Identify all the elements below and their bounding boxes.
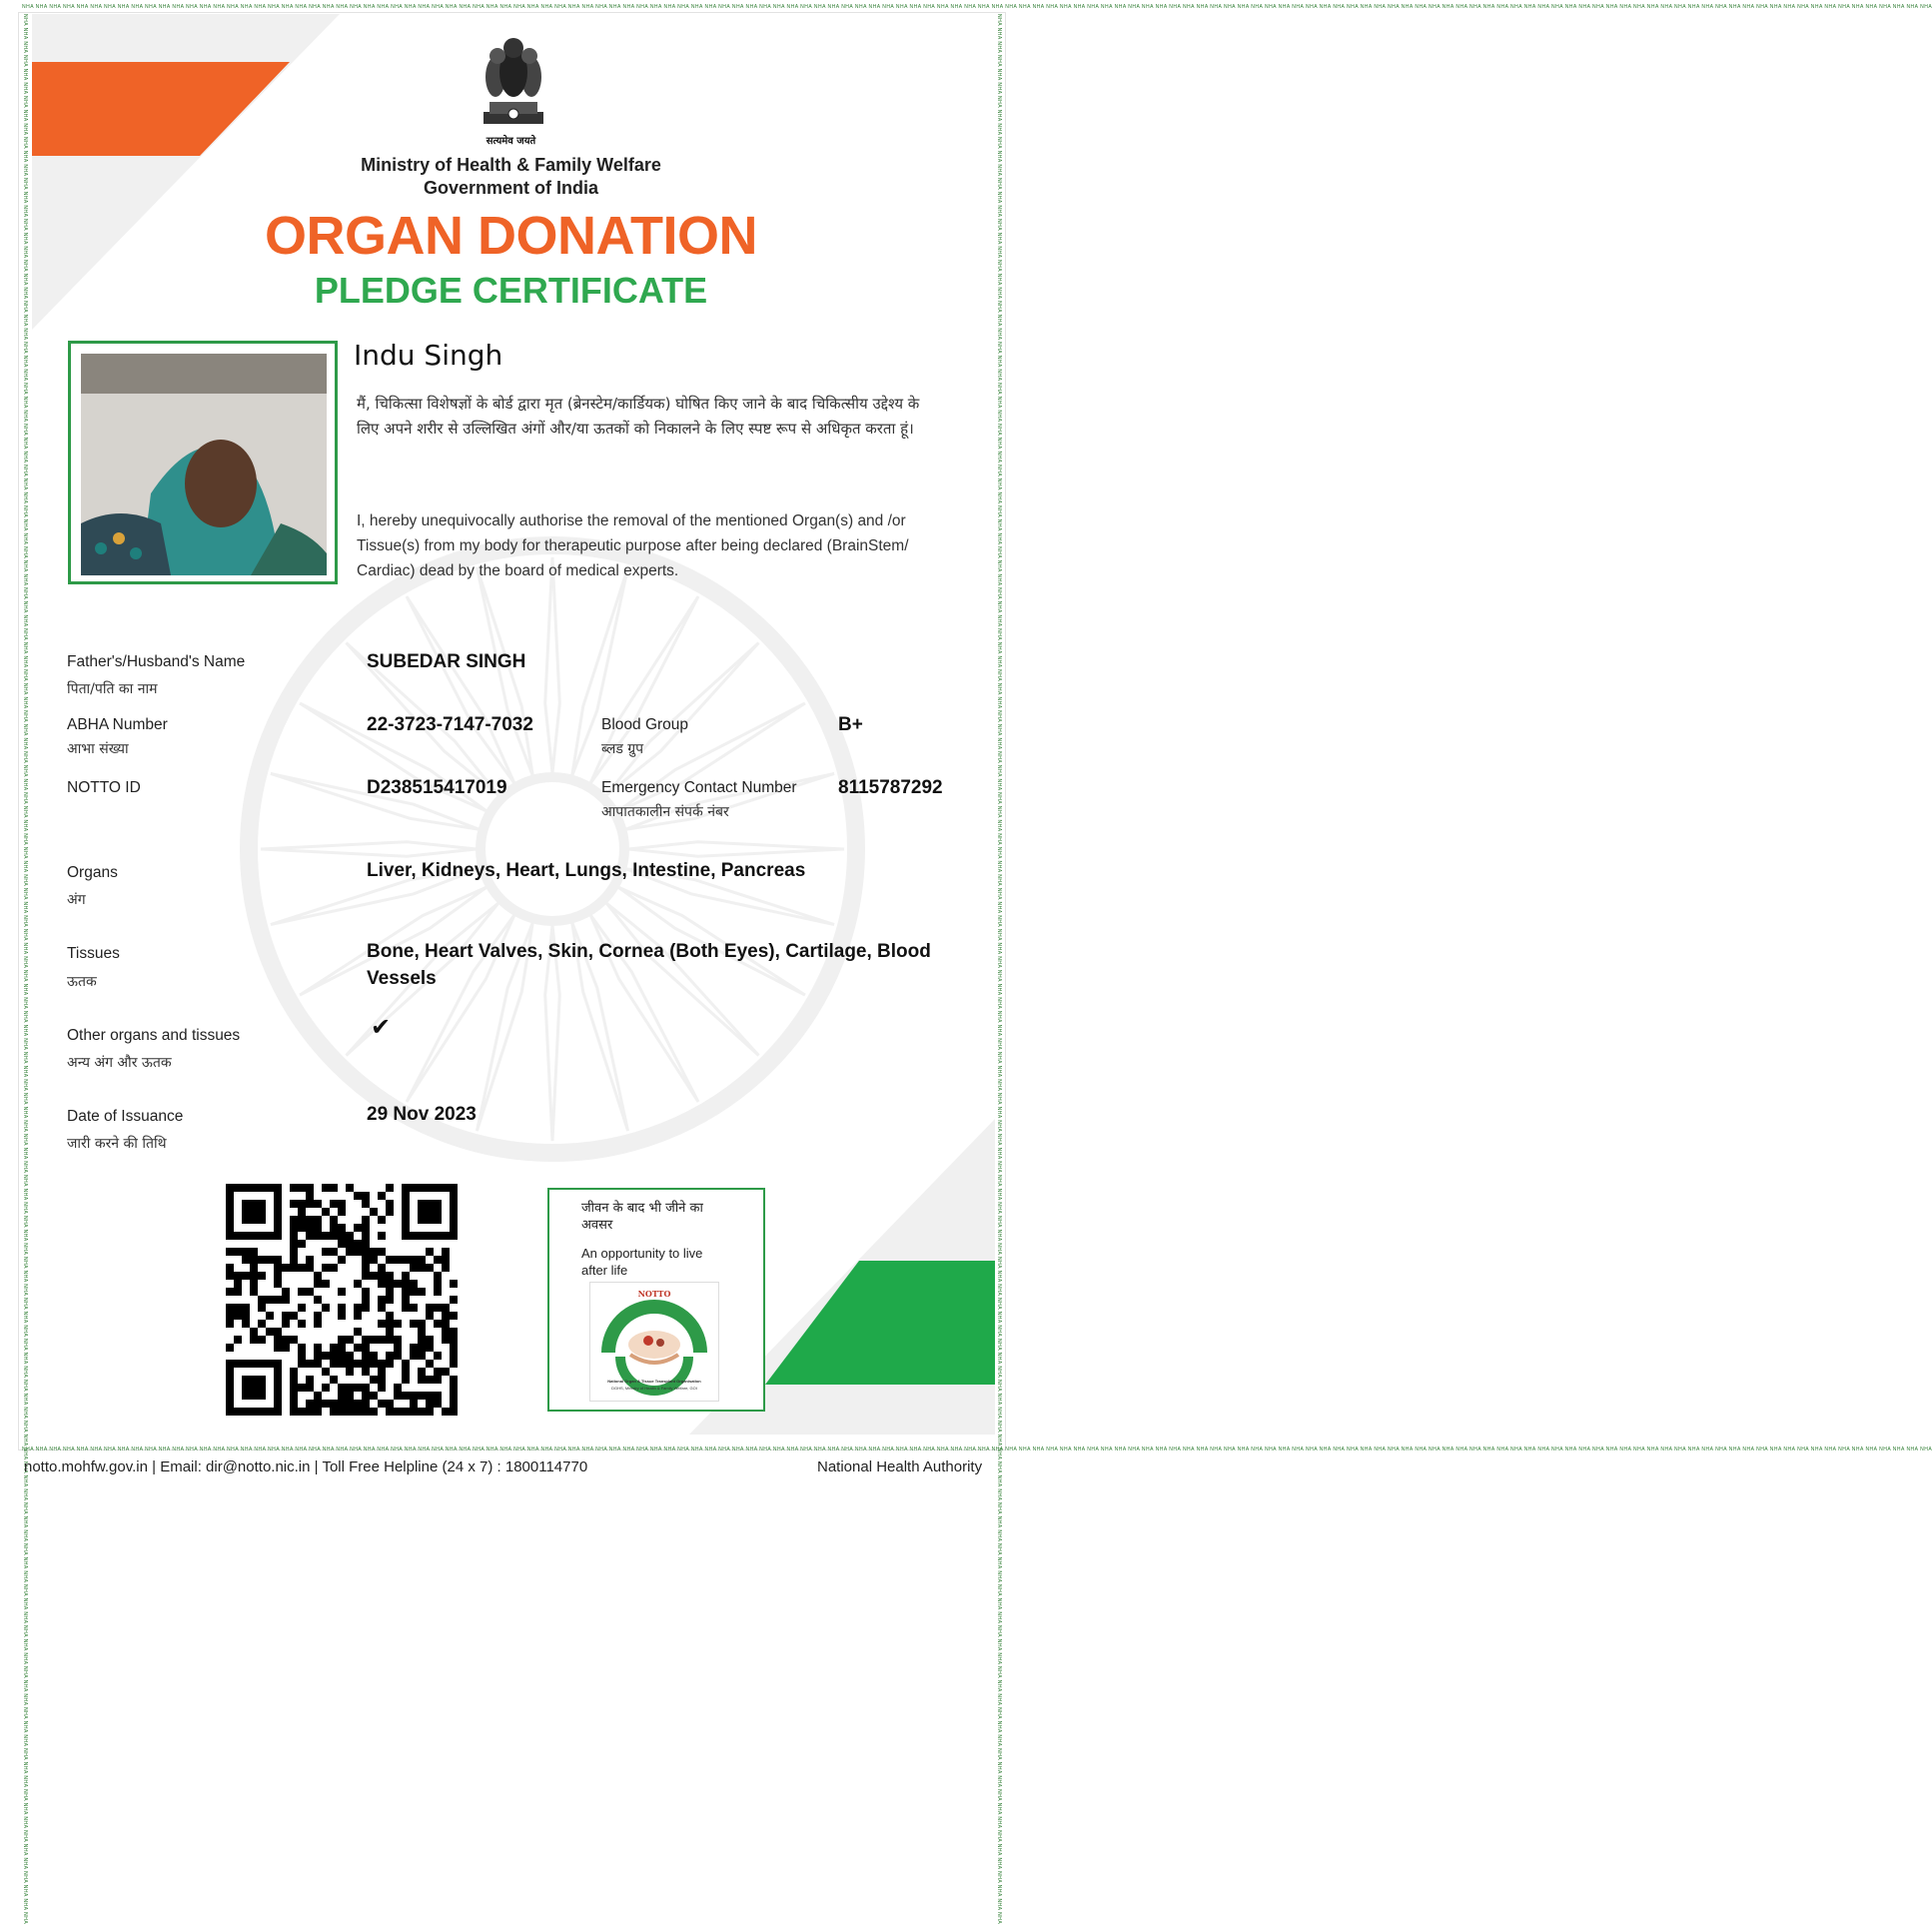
certificate-title: ORGAN DONATION	[265, 206, 757, 266]
other-organs-label: Other organs and tissues	[67, 1027, 241, 1044]
certificate-subtitle: PLEDGE CERTIFICATE	[314, 270, 708, 311]
chakra-spoke	[261, 842, 477, 857]
chakra-rim-dot	[730, 1083, 744, 1097]
chakra-rim-dot	[265, 958, 279, 972]
chakra-rim-dot	[846, 802, 860, 816]
notto-logo-caption: National Organ & Tissue Transplant Organisation	[607, 1379, 701, 1384]
abha-number-label: ABHA Number	[67, 716, 168, 733]
chakra-rim-dot	[245, 802, 259, 816]
abha-number-value: 22-3723-7147-7032	[367, 714, 533, 735]
qr-finder-pattern	[226, 1184, 282, 1240]
chakra-rim-dot	[661, 1123, 675, 1137]
other-organs-label-hindi: अन्य अंग और ऊतक	[67, 1055, 172, 1071]
nha-watermark-right: NHA NHA NHA NHA NHA NHA NHA NHA NHA NHA NHA NHA NHA NHA NHA NHA NHA NHA NHA NHA NHA NHA NHA NHA NHA NHA NHA NHA NHA NHA NHA NHA NHA NHA NHA NHA NHA NHA NHA NHA NHA NHA NHA NHA NHA NHA NHA NHA NHA NHA NHA NHA NHA NHA NHA NHA NHA NHA NHA NHA NHA NHA NHA NHA NHA NHA NHA NHA NHA NHA NHA NHA NHA NHA NHA NHA NHA NHA NHA NHA NHA NHA NHA NHA NHA NHA NHA NHA NHA NHA NHA NHA NHA NHA NHA NHA NHA NHA NHA NHA NHA NHA NHA NHA NHA NHA NHA NHA NHA NHA NHA NHA NHA NHA NHA NHA NHA NHA NHA NHA NHA NHA NHA NHA NHA NHA NHA NHA NHA NHA NHA NHA NHA NHA NHA NHA NHA NHA NHA NHA	[996, 14, 1002, 1924]
chakra-rim-dot	[505, 1143, 519, 1157]
father-name-label: Father's/Husband's Name	[67, 653, 246, 670]
organs-value: Liver, Kidneys, Heart, Lungs, Intestine, Pancreas	[367, 860, 806, 881]
chakra-rim-dot	[245, 882, 259, 896]
emblem-motto: सत्यमेव जयते	[485, 136, 536, 147]
issue-date-value: 29 Nov 2023	[367, 1104, 477, 1125]
pledge-text-english: I, hereby unequivocally authorise the removal of the mentioned Organ(s) and /or Tissue(s) from my body for therapeutic purpose after being declared (BrainStem/ Cardiac) dead by the board of medical experts.	[357, 512, 909, 579]
tissues-value: Bone, Heart Valves, Skin, Cornea (Both Eyes), Cartilage, Blood Vessels	[367, 941, 931, 989]
donor-photo-frame	[68, 341, 338, 584]
father-name-label-hindi: पिता/पति का नाम	[67, 681, 158, 697]
footer-contact: notto.mohfw.gov.in | Email: dir@notto.nic.in | Toll Free Helpline (24 x 7) : 1800114770	[24, 1458, 588, 1475]
chakra-spoke	[628, 842, 844, 857]
father-name-value: SUBEDAR SINGH	[367, 651, 526, 672]
issue-date-label: Date of Issuance	[67, 1108, 184, 1125]
tagline-hindi: जीवन के बाद भी जीने का अवसर	[581, 1201, 703, 1233]
emergency-contact-label: Emergency Contact Number	[601, 779, 797, 796]
qr-code[interactable]	[226, 1184, 458, 1416]
qr-finder-pattern	[226, 1360, 282, 1416]
blood-group-value: B+	[838, 714, 863, 735]
blood-group-label: Blood Group	[601, 716, 689, 733]
chakra-rim-dot	[361, 601, 375, 615]
notto-id-value: D238515417019	[367, 777, 507, 798]
nha-watermark-top: NHA NHA NHA NHA NHA NHA NHA NHA NHA NHA NHA NHA NHA NHA NHA NHA NHA NHA NHA NHA NHA NHA NHA NHA NHA NHA NHA NHA NHA NHA NHA NHA NHA NHA NHA NHA NHA NHA NHA NHA NHA NHA NHA NHA NHA NHA NHA NHA NHA NHA NHA NHA NHA NHA NHA NHA NHA NHA NHA NHA NHA NHA NHA NHA NHA NHA NHA NHA NHA NHA NHA NHA NHA NHA NHA NHA NHA NHA NHA NHA NHA NHA NHA NHA NHA NHA NHA NHA NHA NHA NHA NHA NHA NHA NHA NHA NHA NHA NHA NHA NHA NHA NHA NHA NHA NHA NHA NHA NHA NHA NHA NHA NHA NHA NHA NHA NHA NHA NHA NHA NHA NHA NHA NHA NHA NHA NHA NHA NHA NHA NHA NHA NHA NHA NHA NHA NHA NHA NHA NHA	[22, 4, 1932, 10]
notto-logo	[589, 1282, 719, 1402]
chakra-rim-dot	[265, 726, 279, 740]
notto-id-label: NOTTO ID	[67, 779, 141, 796]
notto-logo-word: NOTTO	[637, 1289, 671, 1299]
chakra-rim-dot	[730, 601, 744, 615]
chakra-rim-dot	[786, 657, 800, 671]
emergency-contact-value: 8115787292	[838, 777, 943, 798]
chakra-rim-dot	[786, 1027, 800, 1041]
tissues-label-hindi: ऊतक	[67, 974, 97, 990]
checkmark-icon: ✔	[371, 1013, 392, 1041]
emergency-contact-label-hindi: आपातकालीन संपर्क नंबर	[601, 804, 729, 820]
chakra-rim-dot	[305, 1027, 319, 1041]
qr-finder-pattern	[402, 1184, 458, 1240]
issue-date-label-hindi: जारी करने की तिथि	[67, 1136, 167, 1152]
chakra-spoke	[545, 557, 560, 773]
tagline-english: An opportunity to live after life	[581, 1246, 703, 1278]
chakra-rim-dot	[361, 1083, 375, 1097]
ministry-name: Ministry of Health & Family Welfare	[361, 155, 661, 175]
pledge-text-hindi: मैं, चिकित्सा विशेषज्ञों के बोर्ड द्वारा मृत (ब्रेनस्टेम/कार्डियक) घोषित किए जाने के बाद चिकित्सीय उद्देश्य के लिए अपने शरीर से उल्लिखित अंगों और/या ऊतकों को निकालने के लिए स्पष्ट रूप से अधिकृत करता हूं।	[357, 395, 920, 438]
tissues-label: Tissues	[67, 945, 120, 962]
ashoka-chakra-watermark	[245, 541, 861, 1158]
national-emblem-icon	[476, 32, 551, 138]
chakra-rim-dot	[585, 1143, 599, 1157]
chakra-spoke	[407, 596, 514, 783]
footer-authority: National Health Authority	[817, 1458, 983, 1475]
blood-group-label-hindi: ब्लड ग्रुप	[601, 741, 644, 757]
qr-code-container	[207, 1165, 477, 1435]
nha-watermark-left: NHA NHA NHA NHA NHA NHA NHA NHA NHA NHA NHA NHA NHA NHA NHA NHA NHA NHA NHA NHA NHA NHA NHA NHA NHA NHA NHA NHA NHA NHA NHA NHA NHA NHA NHA NHA NHA NHA NHA NHA NHA NHA NHA NHA NHA NHA NHA NHA NHA NHA NHA NHA NHA NHA NHA NHA NHA NHA NHA NHA NHA NHA NHA NHA NHA NHA NHA NHA NHA NHA NHA NHA NHA NHA NHA NHA NHA NHA NHA NHA NHA NHA NHA NHA NHA NHA NHA NHA NHA NHA NHA NHA NHA NHA NHA NHA NHA NHA NHA NHA NHA NHA NHA NHA NHA NHA NHA NHA NHA NHA NHA NHA NHA NHA NHA NHA NHA NHA NHA NHA NHA NHA NHA NHA NHA NHA NHA NHA NHA NHA NHA NHA NHA NHA NHA NHA NHA NHA NHA NHA	[22, 14, 28, 1924]
organs-label-hindi: अंग	[67, 892, 86, 908]
notto-logo-caption-2: DGHS, Ministry of Health & Family Welfare, GOI	[611, 1386, 697, 1391]
chakra-rim-dot	[305, 657, 319, 671]
abha-number-label-hindi: आभा संख्या	[67, 741, 129, 757]
government-name: Government of India	[423, 178, 599, 198]
donor-photo	[81, 354, 327, 575]
nha-watermark-bottom: NHA NHA NHA NHA NHA NHA NHA NHA NHA NHA NHA NHA NHA NHA NHA NHA NHA NHA NHA NHA NHA NHA NHA NHA NHA NHA NHA NHA NHA NHA NHA NHA NHA NHA NHA NHA NHA NHA NHA NHA NHA NHA NHA NHA NHA NHA NHA NHA NHA NHA NHA NHA NHA NHA NHA NHA NHA NHA NHA NHA NHA NHA NHA NHA NHA NHA NHA NHA NHA NHA NHA NHA NHA NHA NHA NHA NHA NHA NHA NHA NHA NHA NHA NHA NHA NHA NHA NHA NHA NHA NHA NHA NHA NHA NHA NHA NHA NHA NHA NHA NHA NHA NHA NHA NHA NHA NHA NHA NHA NHA NHA NHA NHA NHA NHA NHA NHA NHA NHA NHA NHA NHA NHA NHA NHA NHA NHA NHA NHA NHA NHA NHA NHA NHA NHA NHA NHA NHA NHA NHA	[22, 1446, 1932, 1452]
notto-logo-box	[547, 1188, 765, 1412]
donor-name: Indu Singh	[354, 339, 503, 372]
organs-label: Organs	[67, 864, 118, 881]
